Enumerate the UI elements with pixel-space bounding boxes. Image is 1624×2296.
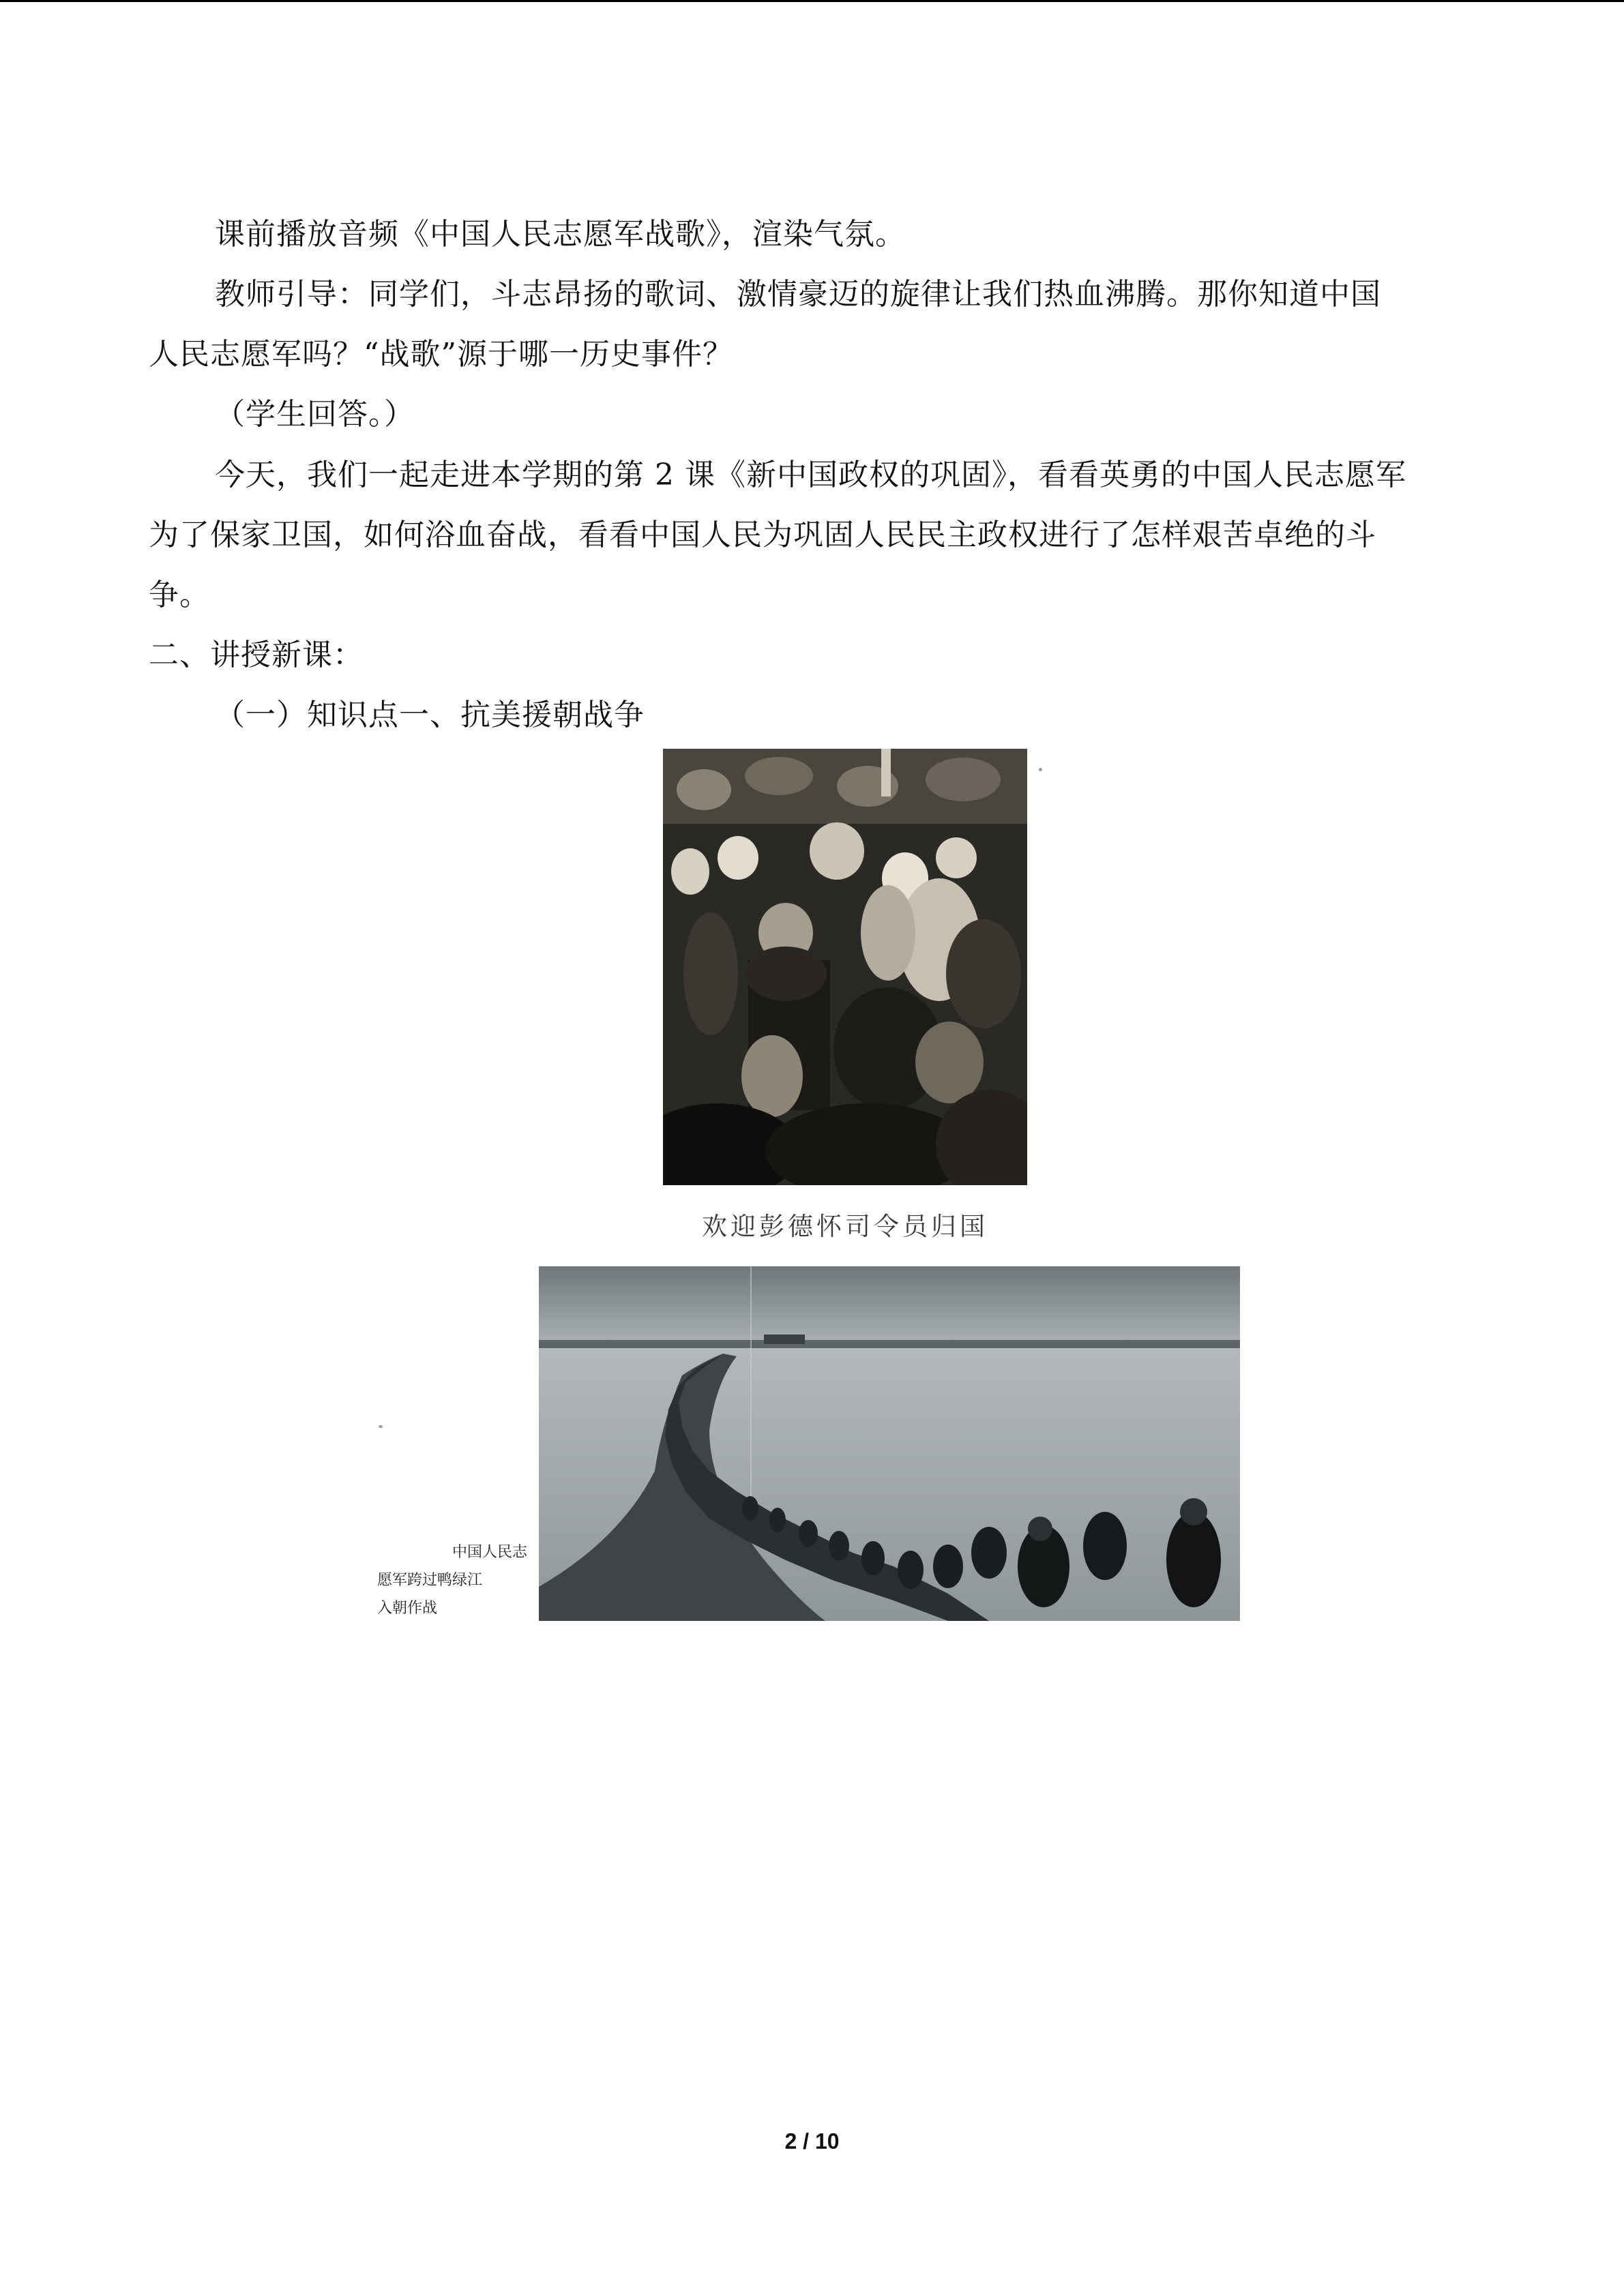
yalu-river-crossing-photo [539,1266,1240,1621]
lesson-intro-line-1: 今天，我们一起走进本学期的第 2 课《新中国政权的巩固》，看看英勇的中国人民志愿军 [215,458,1406,492]
page-top-border [0,0,1624,2]
lesson-intro-line-3: 争。 [149,578,210,612]
scan-speck [379,1425,383,1428]
yalu-caption-line-1: 中国人民志 [452,1544,527,1561]
yalu-photo-caption [377,1538,527,1622]
scan-speck [1039,768,1042,771]
knowledge-point-heading: （一）知识点一、抗美援朝战争 [215,698,645,732]
teacher-guide-line-1: 教师引导：同学们，斗志昂扬的歌词、激情豪迈的旋律让我们热血沸腾。那你知道中国 [215,277,1381,312]
teacher-guide-line-2: 人民志愿军吗？“战歌”源于哪一历史事件？ [149,337,733,372]
student-answer-note: （学生回答。） [215,397,415,432]
lesson-intro-line-2: 为了保家卫国，如何浴血奋战，看看中国人民为巩固人民民主政权进行了怎样艰苦卓绝的斗 [149,518,1376,552]
yalu-caption-line-3: 入朝作战 [377,1600,438,1617]
section-heading: 二、讲授新课： [149,638,364,672]
yalu-caption-line-2: 愿军跨过鸭绿江 [377,1572,483,1589]
intro-paragraph: 课前播放音频《中国人民志愿军战歌》，渲染气氛。 [215,217,906,252]
welcome-photo-caption: 欢迎彭德怀司令员归国 [702,1212,988,1241]
page-number: 2 / 10 [784,2129,840,2153]
welcome-peng-dehuai-photo [663,749,1027,1185]
